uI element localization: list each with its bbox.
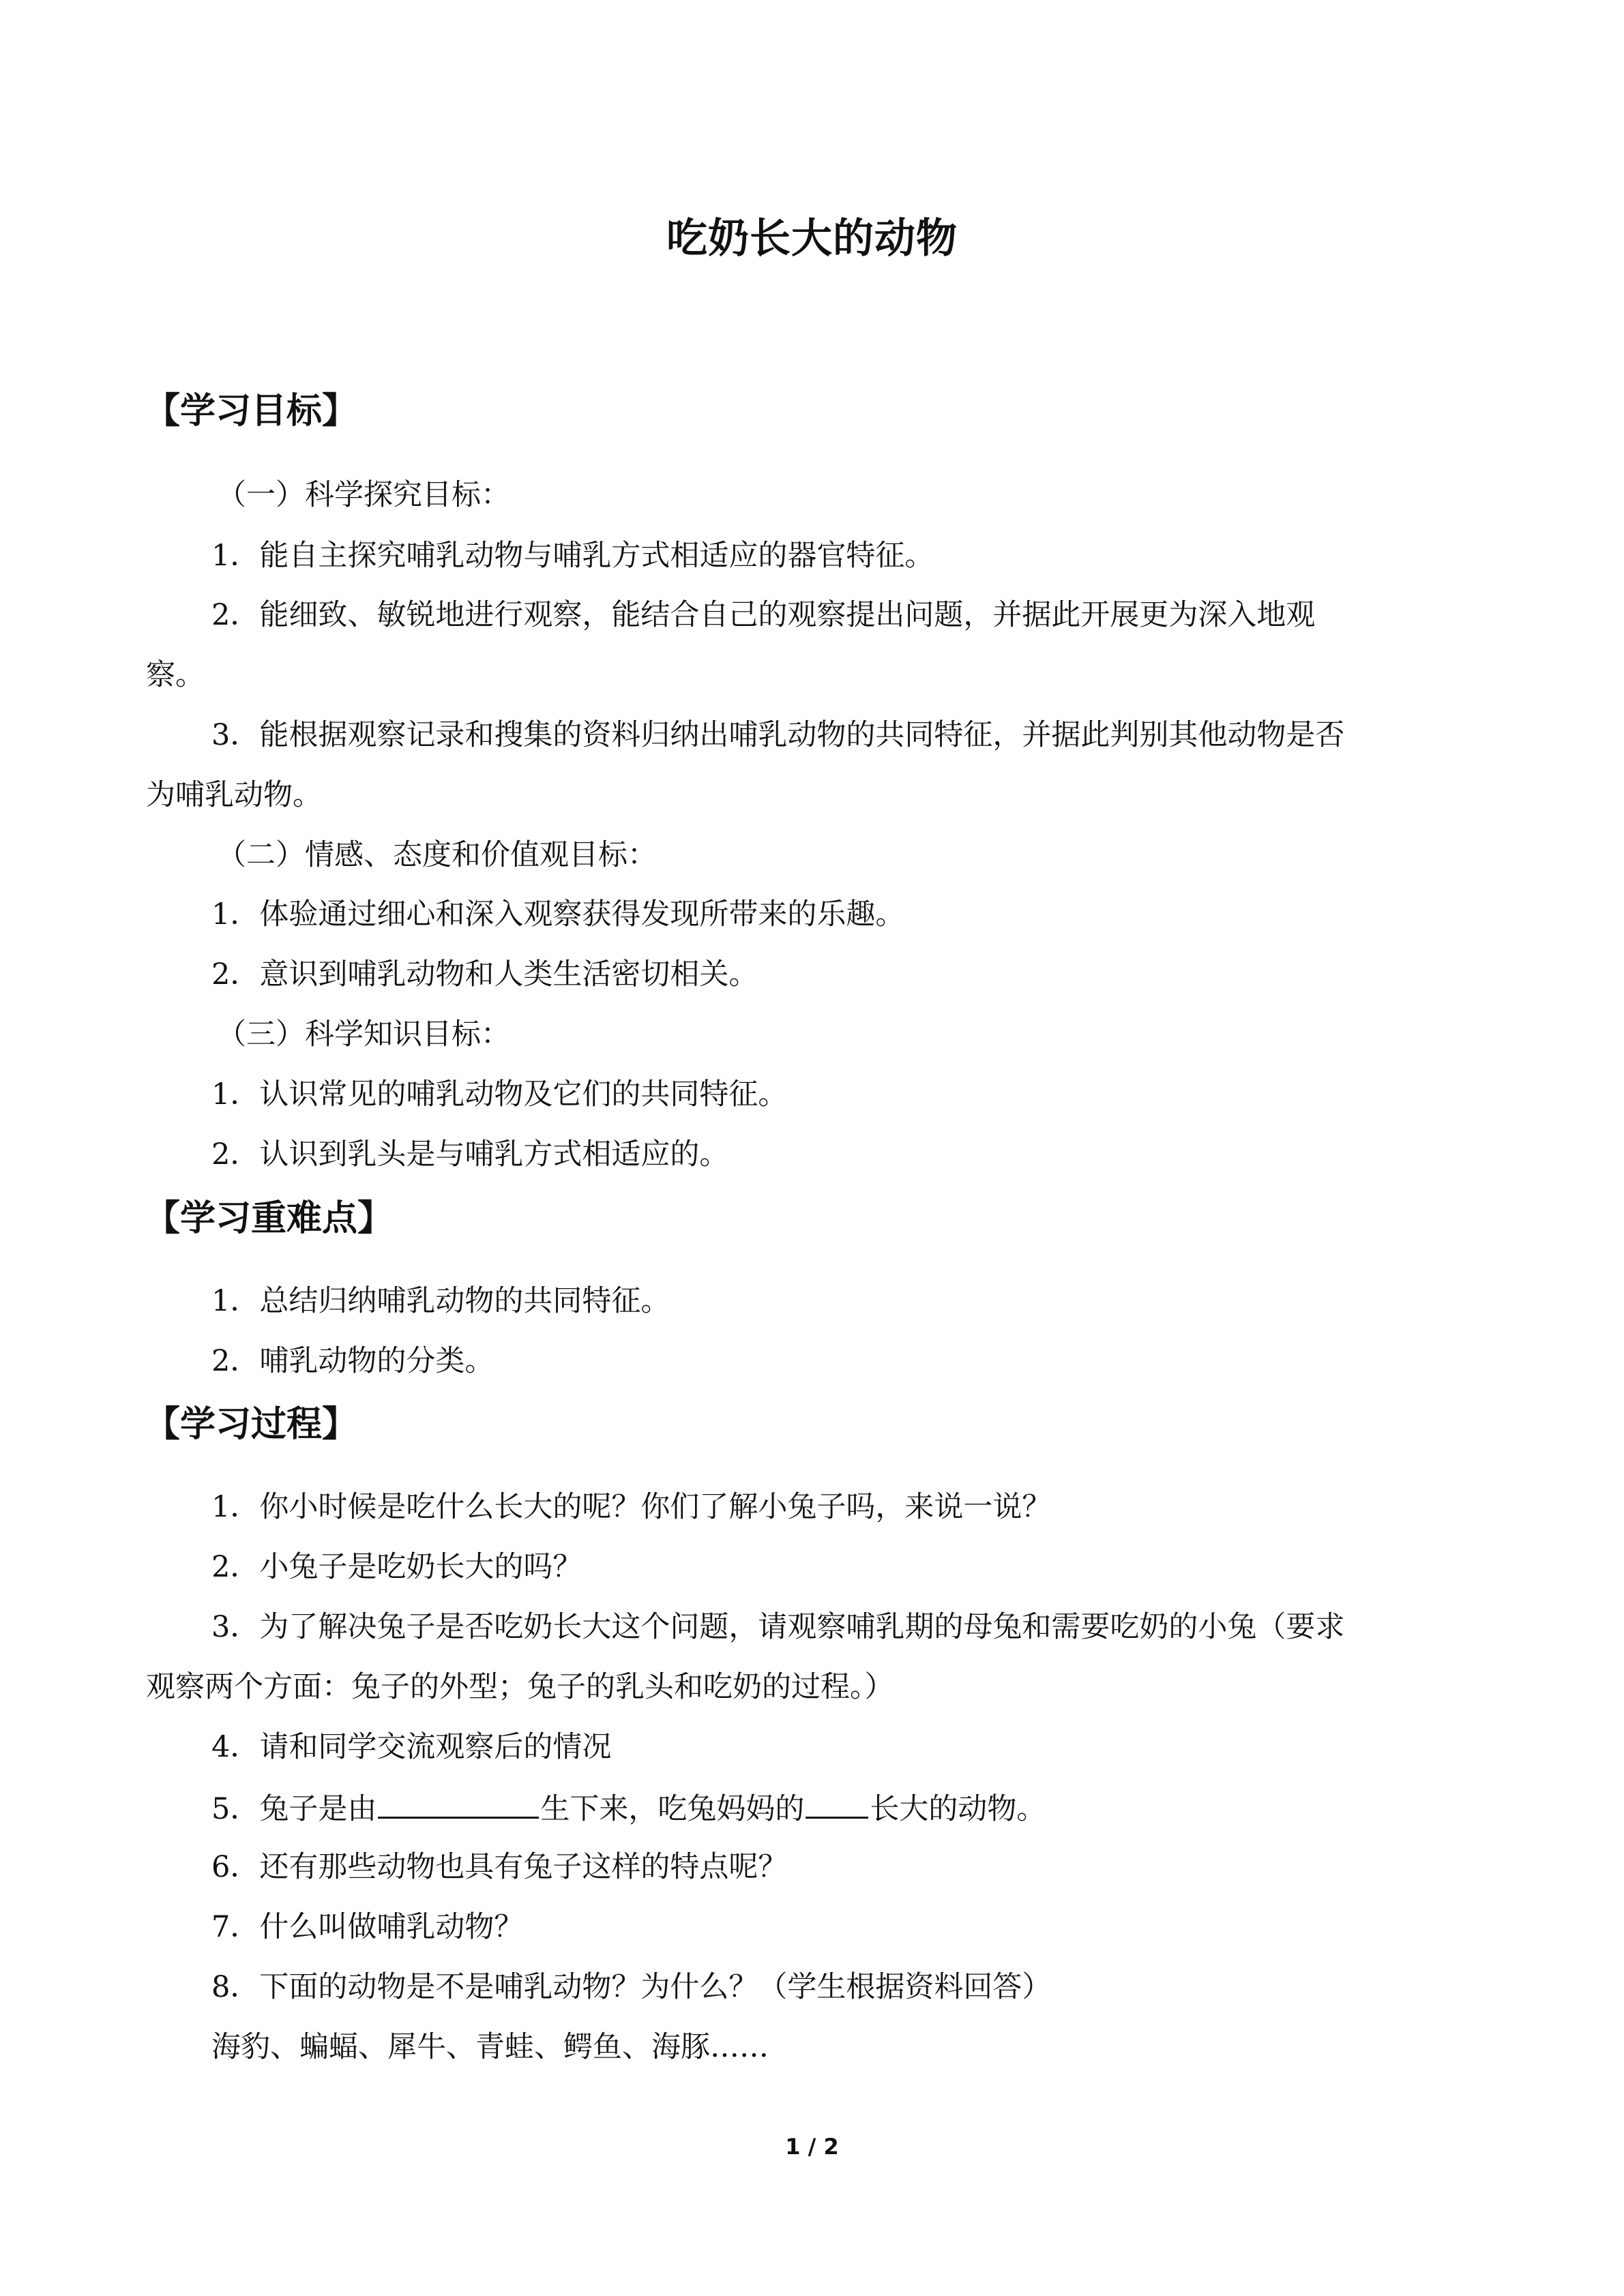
goal-item-continuation: 为哺乳动物。	[146, 778, 322, 812]
goal-item: 2．意识到哺乳动物和人类生活密切相关。	[211, 957, 758, 992]
document-title: 吃奶长大的动物	[666, 215, 958, 263]
process-item-fill-in	[211, 1787, 1046, 1830]
goal-item: 2．认识到乳头是与哺乳方式相适应的。	[211, 1137, 729, 1172]
process-item: 2．小兔子是吃奶长大的吗？	[211, 1550, 582, 1584]
subsection-attitude-goals: （二）情感、态度和价值观目标：	[217, 838, 657, 872]
goal-item: 1．能自主探究哺乳动物与哺乳方式相适应的器官特征。	[211, 539, 934, 573]
keypoint-item: 1．总结归纳哺乳动物的共同特征。	[211, 1284, 670, 1318]
process-item: 4．请和同学交流观察后的情况	[211, 1730, 612, 1764]
section-heading-process: 【学习过程】	[145, 1404, 358, 1445]
keypoint-item: 2．哺乳动物的分类。	[211, 1344, 494, 1378]
section-heading-keypoints: 【学习重难点】	[145, 1198, 394, 1239]
goal-item-continuation: 察。	[146, 658, 205, 692]
process-item: 1．你小时候是吃什么长大的呢？你们了解小兔子吗，来说一说？	[211, 1490, 1052, 1524]
process-item-continuation: 观察两个方面：兔子的外型；兔子的乳头和吃奶的过程。）	[146, 1670, 894, 1704]
subsection-knowledge-goals: （三）科学知识目标：	[217, 1017, 510, 1052]
goal-item: 2．能细致、敏锐地进行观察，能结合自己的观察提出问题，并据此开展更为深入地观	[211, 598, 1316, 632]
fill-in-text: 5．兔子是由	[211, 1792, 377, 1826]
process-item: 6．还有那些动物也具有兔子这样的特点呢？	[211, 1850, 788, 1884]
fill-in-text: 生下来，吃兔妈妈的	[540, 1792, 805, 1826]
answer-blank[interactable]	[806, 1787, 868, 1819]
goal-item: 1．认识常见的哺乳动物及它们的共同特征。	[211, 1077, 788, 1112]
animal-list: 海豹、蝙蝠、犀牛、青蛙、鳄鱼、海豚……	[211, 2030, 769, 2064]
section-heading-goals: 【学习目标】	[145, 391, 358, 432]
process-item: 3．为了解决兔子是否吃奶长大这个问题，请观察哺乳期的母兔和需要吃奶的小兔（要求	[211, 1610, 1345, 1644]
answer-blank[interactable]	[378, 1787, 539, 1819]
goal-item: 3．能根据观察记录和搜集的资料归纳出哺乳动物的共同特征，并据此判别其他动物是否	[211, 718, 1345, 752]
fill-in-text: 长大的动物。	[870, 1792, 1046, 1826]
process-item: 7．什么叫做哺乳动物？	[211, 1910, 524, 1944]
page-number: 1 / 2	[785, 2134, 839, 2160]
subsection-inquiry-goals: （一）科学探究目标：	[217, 478, 510, 512]
process-item: 8．下面的动物是不是哺乳动物？为什么？（学生根据资料回答）	[211, 1970, 1052, 2004]
goal-item: 1．体验通过细心和深入观察获得发现所带来的乐趣。	[211, 897, 905, 931]
